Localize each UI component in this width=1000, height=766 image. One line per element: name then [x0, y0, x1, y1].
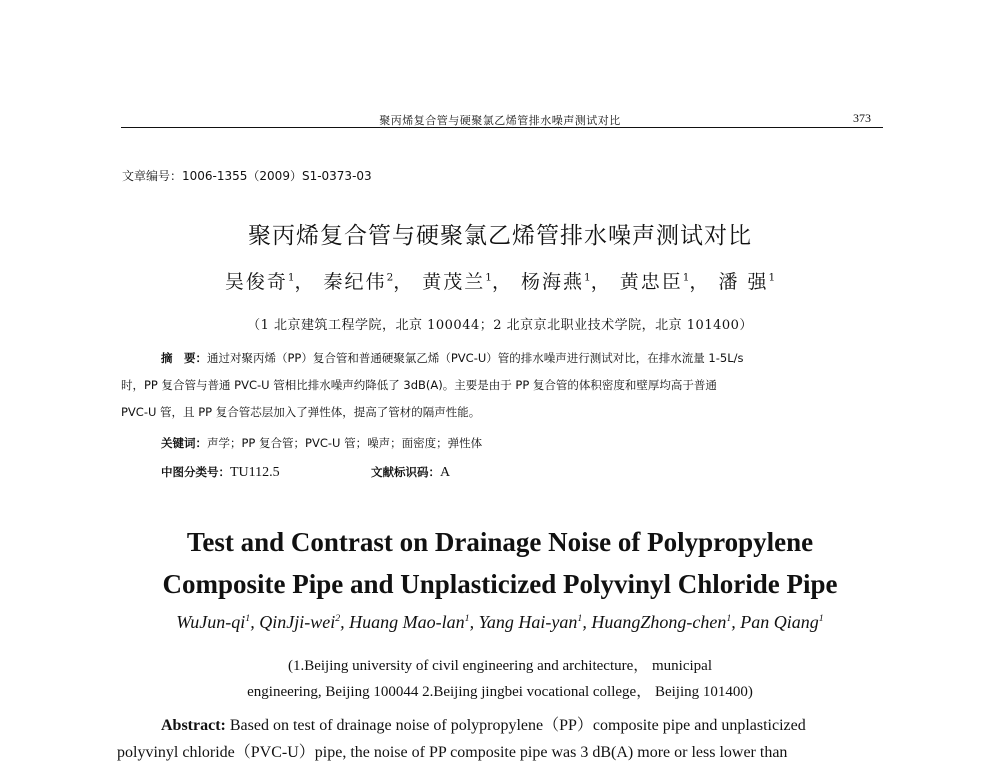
en-author-affiliation-mark: 2 [335, 613, 341, 624]
en-abstract-line: polyvinyl chloride（PVC-U）pipe, the noise of PP composite pipe was 3 dB(A) more or less lower than [117, 744, 788, 761]
zh-author-separator: ， [491, 271, 513, 293]
zh-abstract-text: 通过对聚丙烯（PP）复合管和普通硬聚氯乙烯（PVC-U）管的排水噪声进行测试对比，在排水流量 1-5L/s [207, 351, 744, 365]
en-author-separator: , [582, 612, 592, 632]
zh-author-affiliation-mark: 1 [584, 271, 591, 284]
en-author-affiliation-mark: 1 [245, 613, 251, 624]
en-affiliation-line: engineering, Beijing 100044 2.Beijing jingbei vocational college， Beijing 101400) [247, 684, 753, 700]
en-author: QinJji-wei [259, 612, 336, 632]
header-rule [121, 127, 883, 128]
zh-author-affiliation-mark: 1 [768, 271, 776, 284]
en-author-separator: , [731, 612, 741, 632]
en-author-separator: , [340, 612, 350, 632]
zh-abstract-line: 时，PP 复合管与普通 PVC-U 管相比排水噪声约降低了 3dB(A)。主要是由于 PP 复合管的体积密度和壁厚均高于普通 [121, 378, 717, 392]
en-paper-title [0, 521, 1000, 605]
zh-author-separator: ， [294, 271, 316, 293]
zh-paper-title: 聚丙烯复合管与硬聚氯乙烯管排水噪声测试对比 [248, 223, 752, 249]
zh-author: 黄茂兰 [422, 271, 486, 293]
en-author-separator: , [469, 612, 479, 632]
en-author: Huang Mao-lan [349, 612, 465, 632]
zh-author: 杨海燕 [521, 271, 585, 293]
zh-abstract-line: PVC-U 管，且 PP 复合管芯层加入了弹性体，提高了管材的隔声性能。 [121, 405, 481, 419]
zh-author: 黄忠臣 [619, 271, 683, 293]
en-abstract-text: Based on test of drainage noise of polypropylene（PP）composite pipe and unplasticized [229, 717, 806, 734]
en-title-line: Composite Pipe and Unplasticized Polyvinyl Chloride Pipe [162, 569, 838, 599]
en-abstract-label: Abstract: [161, 717, 226, 734]
en-author: HuangZhong-chen [591, 612, 727, 632]
zh-affiliation: （1 北京建筑工程学院，北京 100044；2 北京京北职业技术学院，北京 101400） [247, 318, 753, 333]
zh-document-code [371, 464, 450, 481]
zh-author-affiliation-mark: 1 [287, 271, 295, 284]
en-abstract [117, 712, 891, 766]
en-author: Pan Qiang [740, 612, 819, 632]
zh-author-list [0, 267, 1000, 294]
zh-document-code-label: 文献标识码： [371, 465, 440, 479]
zh-author-separator: ， [689, 271, 711, 293]
zh-classification-value: TU112.5 [230, 465, 280, 480]
article-number: 文章编号：1006-1355（2009）S1-0373-03 [122, 169, 372, 183]
en-author: Yang Hai-yan [478, 612, 578, 632]
en-title-line: Test and Contrast on Drainage Noise of Polypropylene [186, 527, 814, 557]
en-author-affiliation-mark: 1 [818, 613, 824, 624]
zh-author-affiliation-mark: 2 [386, 271, 394, 284]
running-header-title: 聚丙烯复合管与硬聚氯乙烯管排水噪声测试对比 [379, 114, 621, 127]
zh-classification [161, 464, 280, 481]
zh-author-affiliation-mark: 1 [485, 271, 492, 284]
zh-author: 秦纪伟 [323, 271, 387, 293]
zh-author: 潘 强 [718, 271, 769, 293]
zh-author-separator: ， [393, 271, 415, 293]
zh-author-affiliation-mark: 1 [682, 271, 690, 284]
en-abstract-line [121, 712, 891, 739]
zh-keywords [161, 435, 482, 451]
en-affiliation-line: (1.Beijing university of civil engineering and architecture， municipal [287, 658, 713, 674]
en-author-affiliation-mark: 1 [726, 613, 732, 624]
en-author: WuJun-qi [176, 612, 246, 632]
en-author-list [0, 612, 1000, 633]
page-number: 373 [853, 111, 871, 125]
zh-author-separator: ， [590, 271, 612, 293]
en-author-affiliation-mark: 1 [464, 613, 470, 624]
zh-keywords-label: 关键词： [161, 436, 207, 450]
zh-classification-label: 中图分类号： [161, 465, 230, 479]
zh-keywords-value: 声学；PP 复合管；PVC-U 管；噪声；面密度；弹性体 [207, 436, 483, 450]
en-author-affiliation-mark: 1 [577, 613, 583, 624]
zh-abstract-line [121, 345, 891, 372]
en-affiliation [0, 653, 1000, 705]
zh-abstract-label: 摘 要： [161, 351, 207, 365]
zh-document-code-value: A [440, 465, 451, 480]
zh-abstract [121, 345, 891, 426]
en-author-separator: , [250, 612, 260, 632]
zh-author: 吴俊奇 [224, 271, 288, 293]
